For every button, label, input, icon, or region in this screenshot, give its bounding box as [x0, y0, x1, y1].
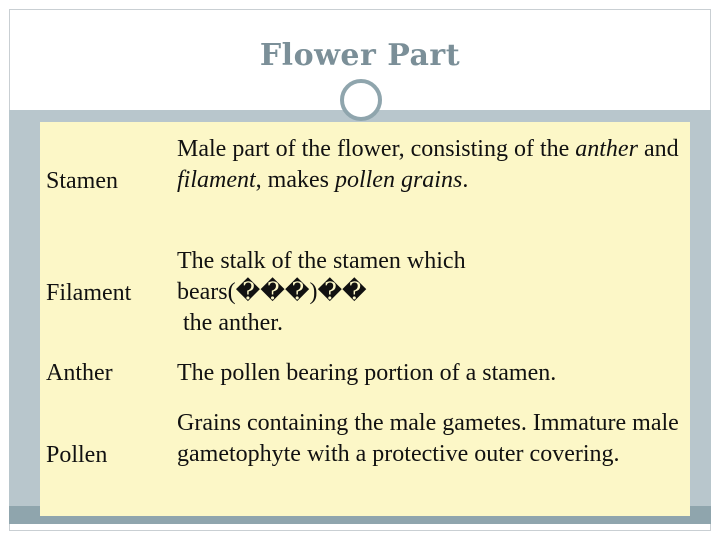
definition-filament [177, 246, 682, 339]
definition-pollen: Grains containing the male gametes. Immature male gametophyte with a protective outer covering. [177, 410, 679, 467]
table-row [40, 134, 690, 234]
definition-line: The stalk of the stamen which [177, 248, 466, 274]
term-pollen: Pollen [46, 442, 108, 468]
definition-text: Male part of the flower, consisting of the [177, 136, 576, 162]
definition-text: and [637, 136, 679, 162]
table-row [40, 358, 690, 392]
definition-line: bears(���)�� [177, 279, 367, 305]
definition-anther: The pollen bearing portion of a stamen. [177, 360, 557, 386]
table-row [40, 408, 690, 508]
definition-stamen [177, 134, 682, 196]
definition-table [40, 122, 690, 516]
definition-text: , makes [255, 167, 335, 193]
term-stamen: Stamen [46, 168, 118, 194]
term-filament: Filament [46, 280, 132, 306]
definition-emphasis: anther [575, 136, 638, 162]
term-anther: Anther [46, 360, 113, 386]
definition-text: . [462, 167, 469, 193]
definition-emphasis: filament [177, 167, 256, 193]
decorative-circle-icon [340, 79, 382, 121]
table-row [40, 246, 690, 346]
slide-title: Flower Part [259, 38, 461, 73]
definition-line: the anther. [183, 310, 283, 336]
definition-emphasis: pollen grains [334, 167, 463, 193]
